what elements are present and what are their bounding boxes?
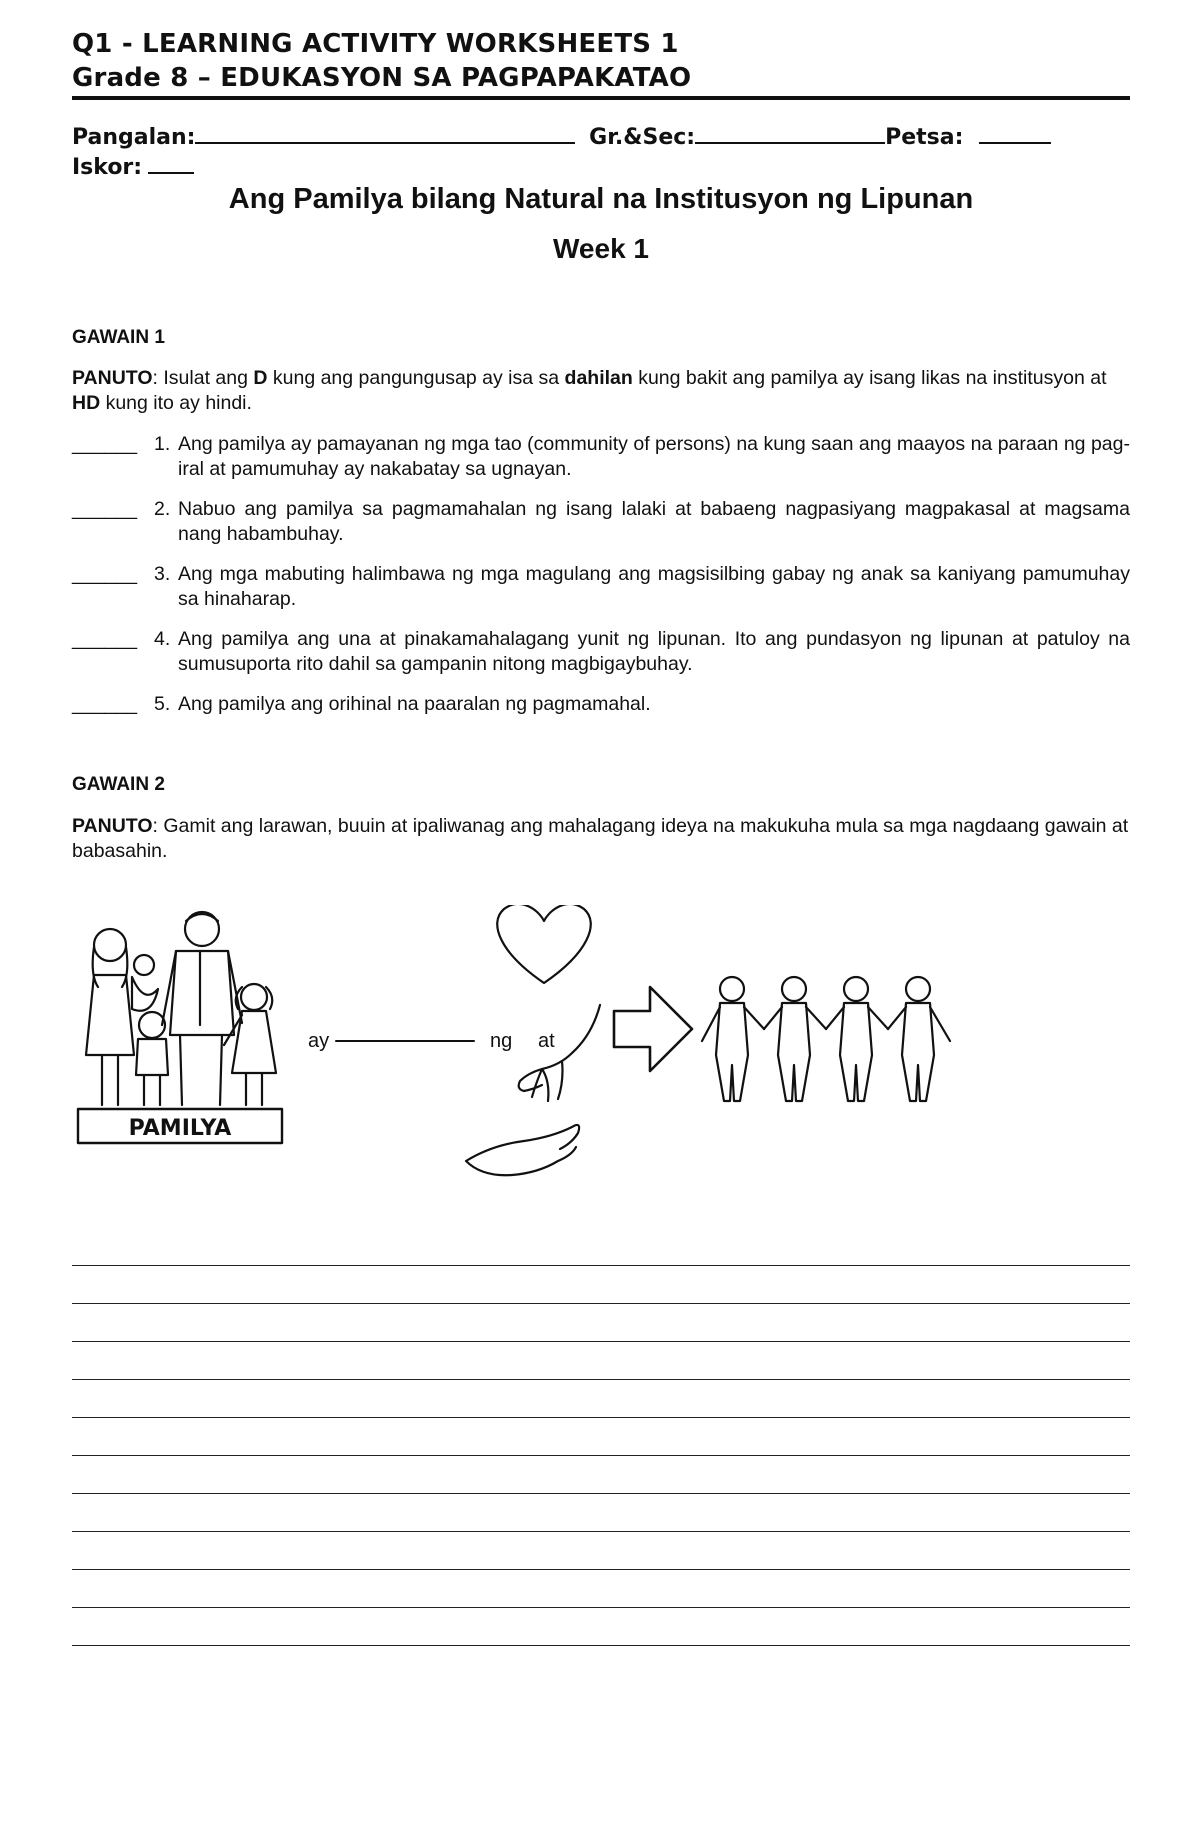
answer-writing-lines: [72, 1228, 1130, 1646]
girl-figure: [241, 984, 267, 1010]
answer-line[interactable]: [72, 1304, 1130, 1342]
answer-line[interactable]: [72, 1532, 1130, 1570]
item-number: 3.: [154, 563, 171, 585]
date-field[interactable]: [979, 122, 1051, 144]
dir-text: : Gamit ang larawan, buuin at ipaliwanag ang mahalagang ideya na makukuha mula sa mga nagdaang gawain at babasahin.: [72, 815, 1129, 862]
worksheet-header-line1: Q1 - LEARNING ACTIVITY WORKSHEETS 1: [72, 29, 679, 59]
family-drawing: [78, 912, 282, 1143]
word-ng: ng: [490, 1030, 513, 1052]
dir-text-bold: HD: [72, 392, 101, 414]
answer-blank[interactable]: ______: [72, 628, 138, 650]
receiving-hand-icon: [466, 1125, 579, 1175]
answer-line[interactable]: [72, 1342, 1130, 1380]
list-item: [72, 627, 1130, 677]
grsec-field[interactable]: [695, 122, 885, 144]
list-item: [72, 562, 1130, 612]
heart-icon: [497, 905, 591, 983]
list-item: [72, 692, 1130, 717]
dir-text: kung bakit ang pamilya ay isang likas na institusyon at: [632, 367, 1107, 389]
answer-line[interactable]: [72, 1418, 1130, 1456]
people-chain: [702, 977, 950, 1101]
grsec-label: Gr.&Sec:: [589, 125, 696, 150]
answer-line[interactable]: [72, 1570, 1130, 1608]
name-field[interactable]: [195, 122, 575, 144]
item-text: Ang pamilya ang una at pinakamahalagang yunit ng lipunan. Ito ang pundasyon ng lipunan at patuloy na sumusuporta rito dahil sa gampanin nitong magbigaybuhay.: [178, 628, 1130, 675]
score-field[interactable]: [148, 152, 194, 174]
week-label: Week 1: [553, 233, 649, 264]
gawain2-heading: GAWAIN 2: [72, 774, 165, 795]
item-text: Ang mga mabuting halimbawa ng mga magulang ang magsisilbing gabay ng anak sa kaniyang pamumuhay sa hinaharap.: [178, 563, 1130, 610]
list-item: [72, 497, 1130, 547]
chain-person: [702, 977, 764, 1101]
item-number: 1.: [154, 433, 171, 455]
chain-person: [888, 977, 950, 1101]
word-ay: ay: [308, 1030, 330, 1052]
date-label: Petsa:: [885, 125, 964, 150]
gawain2-directions: [72, 814, 1130, 864]
answer-line[interactable]: [72, 1494, 1130, 1532]
dir-text-bold: dahilan: [564, 367, 633, 389]
answer-blank[interactable]: ______: [72, 693, 138, 715]
family-label: PAMILYA: [128, 1116, 232, 1141]
gawain1-item-list: [72, 432, 1130, 732]
gawain1-heading: GAWAIN 1: [72, 327, 165, 348]
answer-line[interactable]: [72, 1608, 1130, 1646]
answer-line[interactable]: [72, 1456, 1130, 1494]
header-divider: [72, 96, 1130, 100]
right-arrow-icon: [614, 987, 692, 1071]
answer-blank[interactable]: ______: [72, 498, 138, 520]
word-at: at: [538, 1030, 555, 1052]
chain-person: [764, 977, 826, 1101]
name-label: Pangalan:: [72, 125, 196, 150]
dir-text-bold: D: [253, 367, 268, 389]
giving-hand-icon: [519, 1005, 600, 1101]
item-number: 5.: [154, 693, 171, 715]
worksheet-header-line2: Grade 8 – EDUKASYON SA PAGPAPAKATAO: [72, 63, 692, 93]
score-row: [72, 152, 194, 182]
answer-line[interactable]: [72, 1266, 1130, 1304]
lesson-title: Ang Pamilya bilang Natural na Institusyon ng Lipunan: [228, 183, 974, 215]
dir-label: PANUTO: [72, 815, 153, 837]
baby-figure: [134, 955, 154, 975]
item-text: Ang pamilya ang orihinal na paaralan ng pagmamahal.: [178, 693, 651, 715]
answer-blank[interactable]: ______: [72, 563, 138, 585]
item-number: 4.: [154, 628, 171, 650]
dir-text: kung ito ay hindi.: [100, 392, 252, 414]
concept-illustration: [72, 905, 1032, 1205]
score-label: Iskor:: [72, 155, 143, 180]
student-info-row: [72, 122, 1051, 152]
answer-blank[interactable]: ______: [72, 433, 138, 455]
item-number: 2.: [154, 498, 171, 520]
gawain1-directions: [72, 366, 1130, 416]
answer-line[interactable]: [72, 1228, 1130, 1266]
dir-text: : Isulat ang: [152, 367, 254, 389]
item-text: Ang pamilya ay pamayanan ng mga tao (community of persons) na kung saan ang maayos na paraan ng pag-iral at pamumuhay ay nakabatay sa ugnayan.: [178, 433, 1130, 480]
mother-figure: [94, 929, 126, 961]
item-text: Nabuo ang pamilya sa pagmamahalan ng isang lalaki at babaeng nagpasiyang magpakasal at magsama nang habambuhay.: [178, 498, 1130, 545]
list-item: [72, 432, 1130, 482]
answer-line[interactable]: [72, 1380, 1130, 1418]
dir-text: kung ang pangungusap ay isa sa: [267, 367, 565, 389]
chain-person: [826, 977, 888, 1101]
dir-label: PANUTO: [72, 367, 153, 389]
